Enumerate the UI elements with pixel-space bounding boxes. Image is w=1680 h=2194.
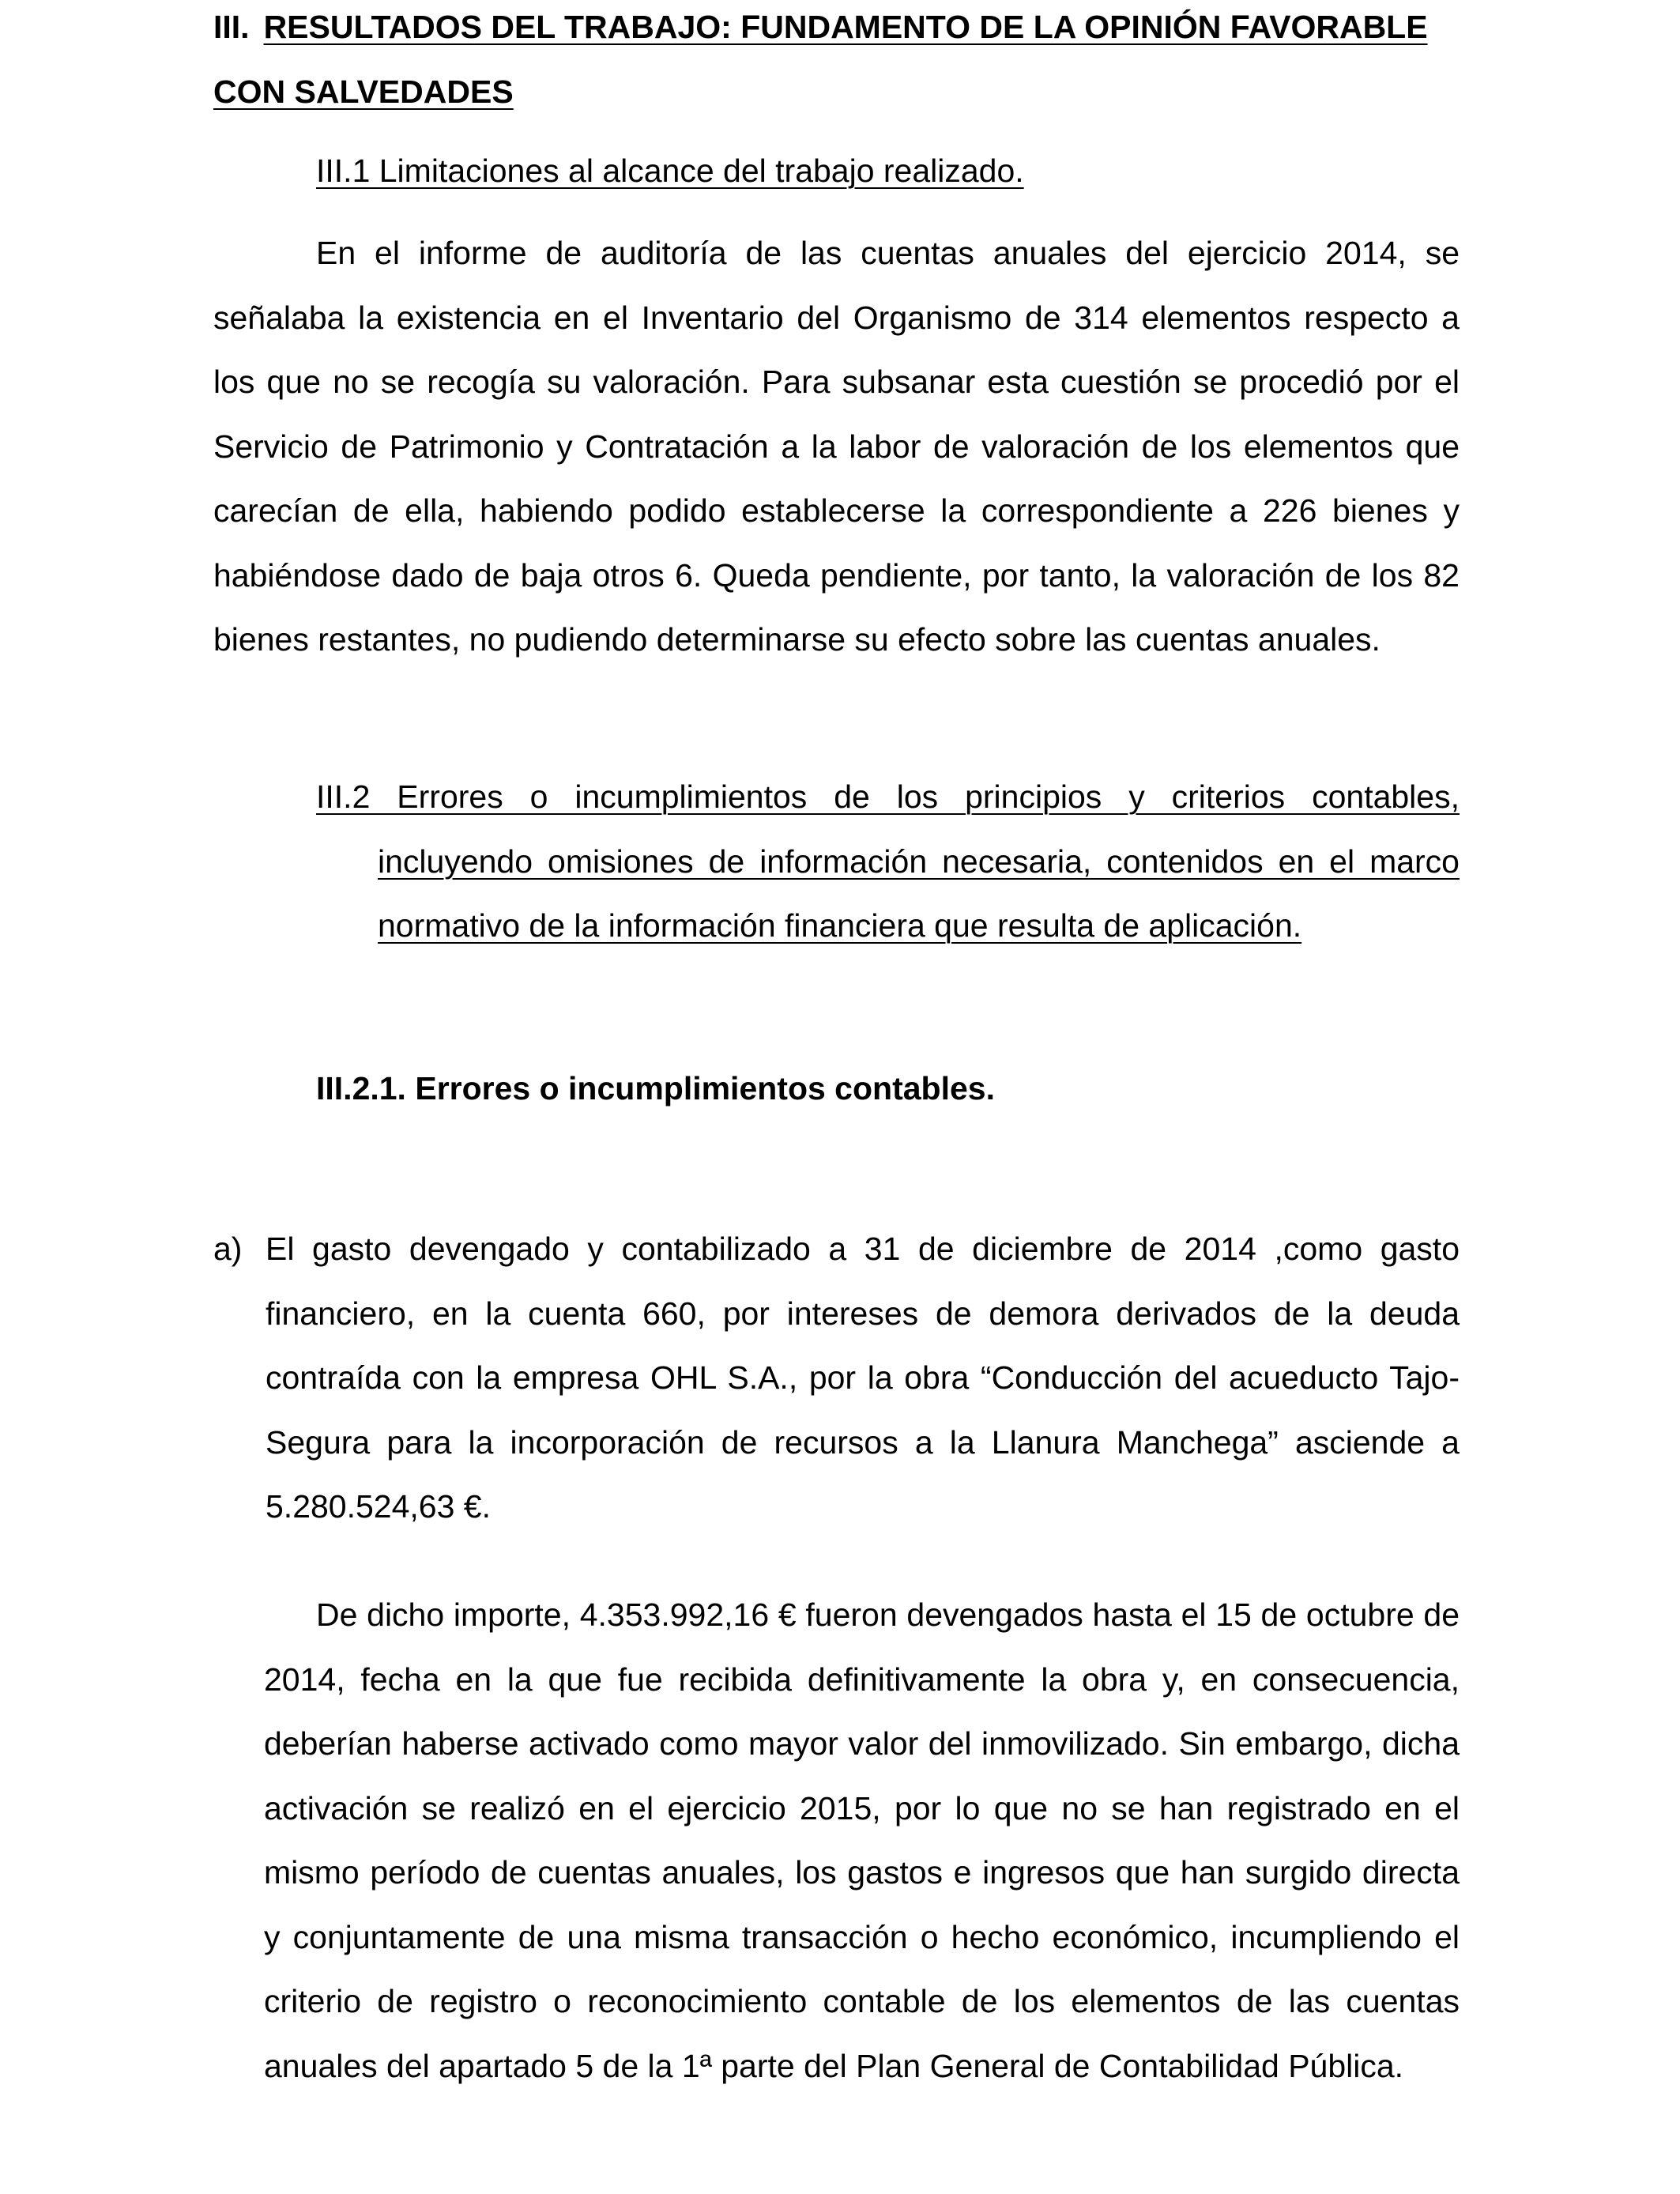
subsection-2-title: III.2 Errores o incumplimientos de los principios y criterios contables, incluyendo omisiones de información necesaria, contenidos en el marco normativo de la información financiera que resulta de aplicación. — [316, 778, 1460, 944]
paragraph-2: De dicho importe, 4.353.992,16 € fueron devengados hasta el 15 de octubre de 2014, fecha en la que fue recibida definitivamente la obra y, en consecuencia, deberían haberse activado como mayor valor del inmovilizado. Sin embargo, dicha activación se realizó en el ejercicio 2015, por lo que no se han registrado en el mismo período de cuentas anuales, los gastos e ingresos que han surgido directa y conjuntamente de una misma transacción o hecho económico, incumpliendo el criterio de registro o reconocimiento contable de los elementos de las cuentas anuales del apartado 5 de la 1ª parte del Plan General de Contabilidad Pública. — [264, 1596, 1460, 2084]
section-heading — [213, 0, 1478, 124]
section-title: RESULTADOS DEL TRABAJO: FUNDAMENTO DE LA OPINIÓN FAVORABLE CON SALVEDADES — [213, 9, 1428, 110]
list-item-marker: a) — [213, 1231, 243, 1267]
subsection-1-paragraph: En el informe de auditoría de las cuentas anuales del ejercicio 2014, se señalaba la existencia en el Inventario del Organismo de 314 elementos respecto a los que no se recogía su valoración. Para subsanar esta cuestión se procedió por el Servicio de Patrimonio y Contratación a la labor de valoración de los elementos que carecían de ella, habiendo podido establecerse la correspondiente a 226 bienes y habiéndose dado de baja otros 6. Queda pendiente, por tanto, la valoración de los 82 bienes restantes, no pudiendo determinarse su efecto sobre las cuentas anuales. — [213, 235, 1460, 658]
list-item-a-text: El gasto devengado y contabilizado a 31 de diciembre de 2014 ,como gasto financiero, en la cuenta 660, por intereses de demora derivados de la deuda contraída con la empresa OHL S.A., por la obra “Conducción del acueducto Tajo-Segura para la incorporación de recursos a la Llanura Manchega” asciende a 5.280.524,63 €. — [266, 1231, 1460, 1525]
list-item-a — [213, 1217, 1460, 1540]
section-number: III. — [213, 9, 250, 45]
subsection-1-title: III.1 Limitaciones al alcance del trabajo realizado. — [316, 153, 1024, 189]
subsection-2-1-title: III.2.1. Errores o incumplimientos contables. — [316, 1070, 995, 1106]
